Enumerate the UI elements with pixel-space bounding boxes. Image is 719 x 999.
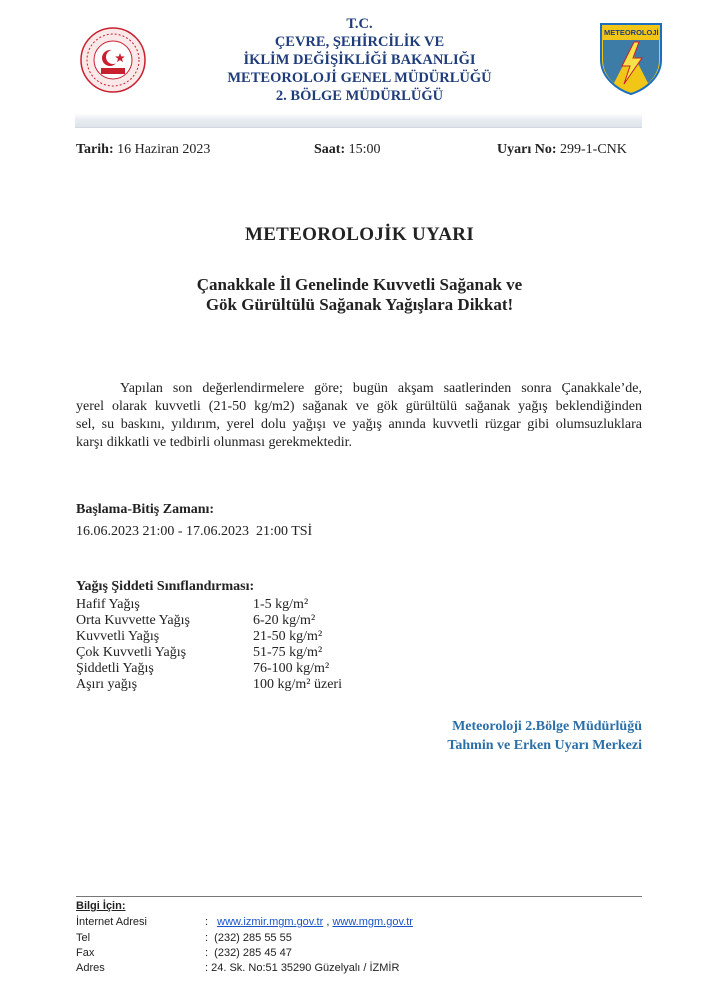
header-line-directorate: METEOROLOJİ GENEL MÜDÜRLÜĞÜ (227, 70, 492, 86)
meteoroloji-logo-text: METEOROLOJİ (604, 28, 659, 37)
fax-label: Fax (76, 947, 95, 959)
footer-title: Bilgi İçin: (76, 900, 126, 912)
header-line-ministry-1: ÇEVRE, ŞEHİRCİLİK VE (274, 34, 445, 50)
body-line-4: karşı dikkatli ve tedbirli olunması gerekmektedir. (76, 435, 353, 450)
warning-number-value: 299-1-CNK (560, 142, 627, 157)
footer-divider (76, 896, 642, 897)
fax-value: : (232) 285 45 47 (205, 947, 292, 959)
tel-label: Tel (76, 932, 91, 944)
warning-number-field (497, 142, 627, 158)
classification-name: Hafif Yağış (76, 597, 140, 612)
classification-range: 6-20 kg/m² (253, 613, 316, 628)
timing-label: Başlama-Bitiş Zamanı: (76, 502, 215, 517)
header-line-tc: T.C. (346, 16, 373, 32)
internet-comma: , (323, 916, 330, 928)
classification-name: Şiddetli Yağış (76, 661, 154, 676)
tel-value: : (232) 285 55 55 (205, 932, 292, 944)
izmir-mgm-link[interactable]: www.izmir.mgm.gov.tr (217, 916, 324, 928)
internet-label: İnternet Adresi (76, 916, 147, 928)
body-line-2: yerel olarak kuvvetli (21-50 kg/m2) sağanak ve gök gürültülü sağanak yağış beklendiğinden (76, 399, 642, 414)
classification-name: Çok Kuvvetli Yağış (76, 645, 187, 660)
time-value: 15:00 (348, 142, 381, 157)
body-line-3: sel, su baskını, yıldırım, yerel dolu yağışı ve yağış anında kuvvetli rüzgar gibi olumsuzluklara (76, 417, 642, 432)
time-field (314, 142, 381, 158)
date-field (76, 142, 210, 158)
classification-range: 76-100 kg/m² (253, 661, 330, 676)
internet-value (205, 916, 413, 928)
classification-name: Aşırı yağış (76, 677, 138, 692)
address-label: Adres (76, 962, 105, 974)
header-divider (75, 127, 642, 128)
subtitle-line-1: Çanakkale İl Genelinde Kuvvetli Sağanak ve (196, 275, 523, 294)
body-line-1: Yapılan son değerlendirmelere göre; bugün akşam saatlerinden sonra Çanakkale’de, (120, 381, 642, 396)
classification-range: 51-75 kg/m² (253, 645, 323, 660)
header-band (75, 113, 642, 127)
classification-name: Kuvvetli Yağış (76, 629, 160, 644)
time-label: Saat: (314, 142, 346, 157)
internet-separator: : (205, 916, 209, 928)
address-value: : 24. Sk. No:51 35290 Güzelyalı / İZMİR (205, 962, 400, 974)
header-line-ministry-2: İKLİM DEĞİŞİKLİĞİ BAKANLIĞI (243, 52, 476, 68)
signature-line-1: Meteoroloji 2.Bölge Müdürlüğü (452, 719, 642, 734)
classification-range: 100 kg/m² üzeri (253, 677, 342, 692)
meteoroloji-shield-icon (598, 20, 664, 96)
classification-range: 21-50 kg/m² (253, 629, 323, 644)
header-line-region: 2. BÖLGE MÜDÜRLÜĞÜ (275, 88, 444, 104)
subtitle-line-2: Gök Gürültülü Sağanak Yağışlara Dikkat! (205, 295, 514, 314)
signature-line-2: Tahmin ve Erken Uyarı Merkezi (447, 738, 642, 753)
timing-value: 16.06.2023 21:00 - 17.06.2023 21:00 TSİ (76, 524, 313, 539)
classification-name: Orta Kuvvette Yağış (76, 613, 190, 628)
mgm-link[interactable]: www.mgm.gov.tr (332, 916, 413, 928)
classification-range: 1-5 kg/m² (253, 597, 309, 612)
date-label: Tarih: (76, 142, 114, 157)
warning-number-label: Uyarı No: (497, 142, 557, 157)
classification-label: Yağış Şiddeti Sınıflandırması: (76, 579, 255, 594)
page-title: METEOROLOJİK UYARI (244, 224, 475, 245)
date-value: 16 Haziran 2023 (117, 142, 211, 157)
